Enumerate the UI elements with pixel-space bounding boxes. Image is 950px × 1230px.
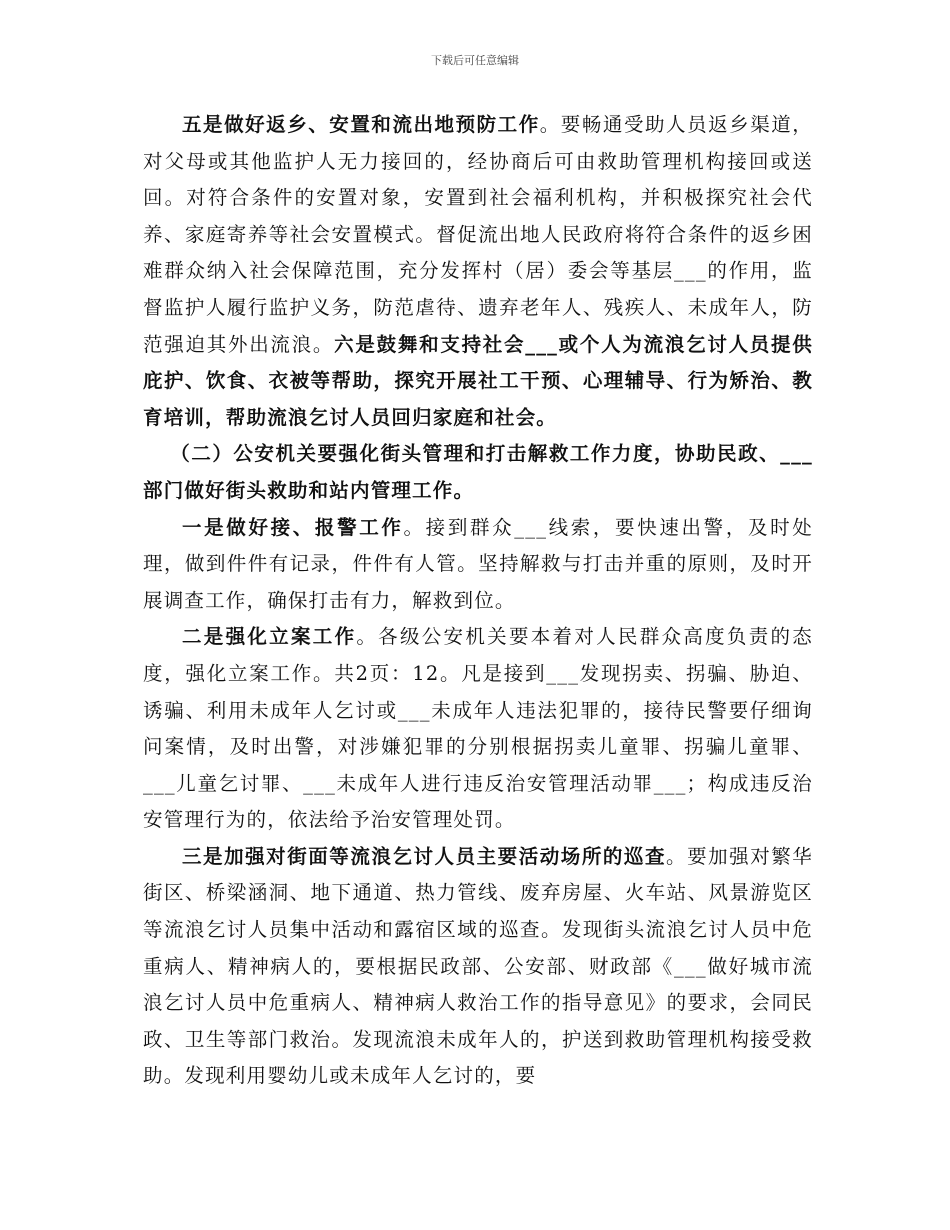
document-body: [143, 107, 813, 1095]
bold-lead-text: 三是加强对街面等流浪乞讨人员主要活动场所的巡查: [182, 844, 667, 868]
page-header: 下载后可任意编辑: [431, 54, 519, 67]
section-heading-text: （二）公安机关要强化街头管理和打击解救工作力度，协助民政、___部门做好街头救助和站内管理工作。: [143, 442, 813, 502]
paragraph-street-patrol: [143, 839, 813, 1095]
paragraph-return-resettlement: [143, 107, 813, 436]
paragraph-case-filing: [143, 619, 813, 839]
bold-lead-text: 二是强化立案工作: [182, 625, 357, 649]
bold-lead-text: 五是做好返乡、安置和流出地预防工作: [182, 113, 540, 136]
paragraph-text: 。要加强对繁华街区、桥梁涵洞、地下通道、热力管线、废弃房屋、火车站、风景游览区等流浪乞讨人员集中活动和露宿区域的巡查。发现街头流浪乞讨人员中危重病人、精神病人的，要根据民政部、公安部、财政部《___做好城市流浪乞讨人员中危重病人、精神病人救治工作的指导意见》的要求，会同民政、卫生等部门救治。发现流浪未成年人的，护送到救助管理机构接受救助。发现利用婴幼儿或未成年人乞讨的，要: [143, 844, 813, 1088]
bold-tail-text: 六是鼓舞和支持社会___或个人为流浪乞讨人员提供庇护、饮食、衣被等帮助，探究开展社工干预、心理辅导、行为矫治、教育培训，帮助流浪乞讨人员回归家庭和社会。: [143, 332, 813, 429]
paragraph-text: 。接到群众___线索，要快速出警，及时处理，做到件件有记录，件件有人管。坚持解救与打击并重的原则，及时开展调查工作，确保打击有力，解救到位。: [143, 515, 813, 612]
paragraph-alarm-handling: [143, 510, 813, 620]
paragraph-text: 。要畅通受助人员返乡渠道，对父母或其他监护人无力接回的，经协商后可由救助管理机构接回或送回。对符合条件的安置对象，安置到社会福利机构，并积极探究社会代养、家庭寄养等社会安置模式。督促流出地人民政府将符合条件的返乡困难群众纳入社会保障范围，充分发挥村（居）委会等基层___的作用，监督监护人履行监护义务，防范虐待、遗弃老年人、残疾人、未成年人，防范强迫其外出流浪。: [143, 113, 813, 356]
bold-lead-text: 一是做好接、报警工作: [182, 515, 404, 539]
section-heading-police: [143, 436, 813, 509]
paragraph-text: 。各级公安机关要本着对人民群众高度负责的态度，强化立案工作。共2页：12。凡是接到___发现拐卖、拐骗、胁迫、诱骗、利用未成年人乞讨或___未成年人违法犯罪的，接待民警要仔细询问案情，及时出警，对涉嫌犯罪的分别根据拐卖儿童罪、拐骗儿童罪、___儿童乞讨罪、___未成年人进行违反治安管理活动罪___；构成违反治安管理行为的，依法给予治安管理处罚。: [143, 625, 813, 832]
